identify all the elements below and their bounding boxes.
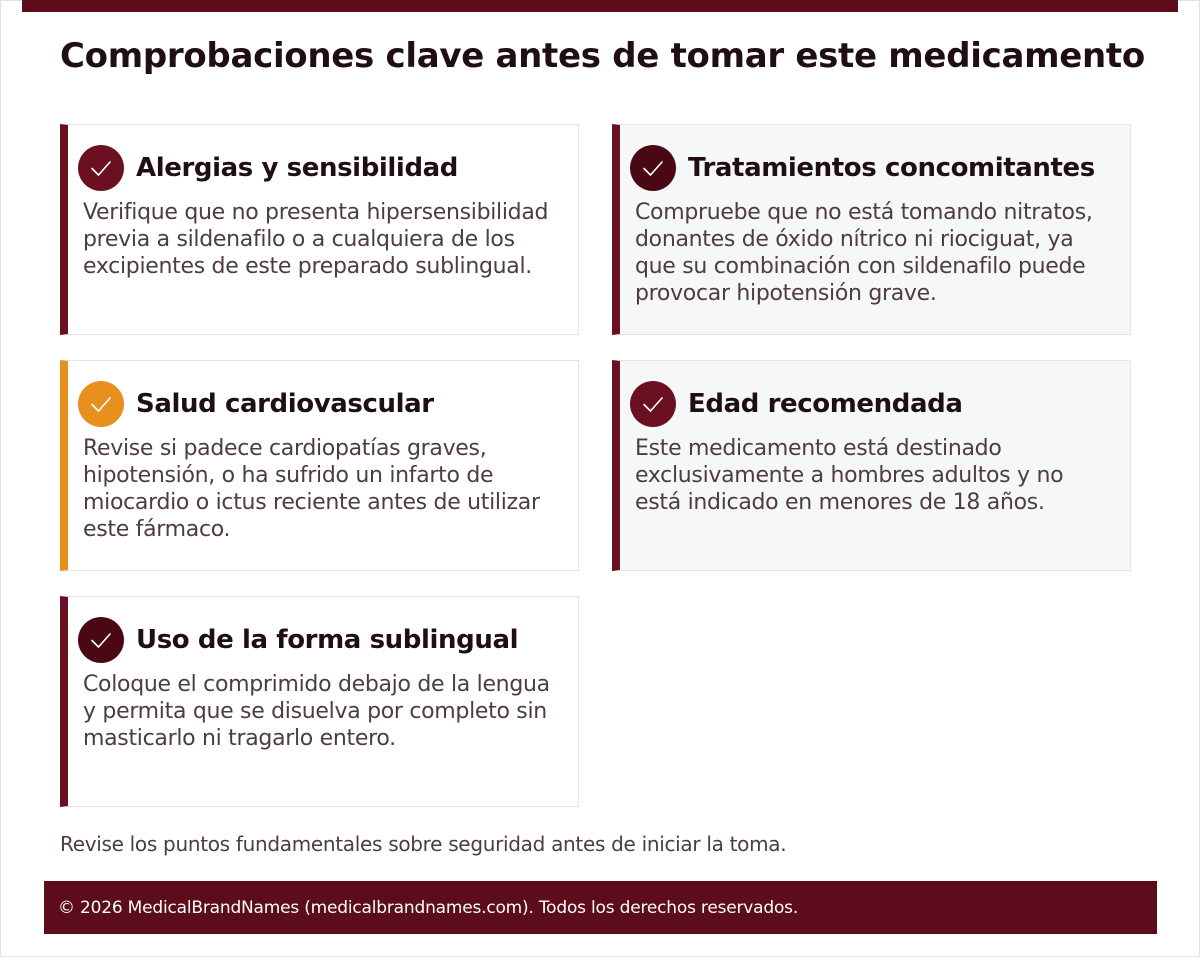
card-title: Tratamientos concomitantes — [688, 153, 1095, 183]
page-title: Comprobaciones clave antes de tomar este medicamento — [60, 36, 1145, 76]
card-header — [78, 617, 518, 663]
card-header — [630, 145, 1095, 191]
check-icon — [78, 145, 124, 191]
card-text: Coloque el comprimido debajo de la lengua y permita que se disuelva por completo sin masticarlo ni tragarlo entero. — [83, 672, 550, 751]
card-text: Verifique que no presenta hipersensibilidad previa a sildenafilo o a cualquiera de los excipientes de este preparado sublingual. — [83, 200, 549, 279]
check-icon — [630, 145, 676, 191]
card-header — [630, 381, 962, 427]
top-accent-bar — [22, 0, 1178, 12]
card-header — [78, 381, 434, 427]
card-recommended-age — [612, 360, 1131, 571]
card-text: Compruebe que no está tomando nitratos, donantes de óxido nítrico ni riociguat, ya que su combinación con sildenafilo puede provocar hipotensión grave. — [635, 200, 1093, 306]
card-title: Uso de la forma sublingual — [136, 625, 519, 655]
check-icon — [78, 617, 124, 663]
card-header — [78, 145, 458, 191]
footer — [44, 881, 1157, 934]
card-allergies — [60, 124, 579, 335]
check-icon — [630, 381, 676, 427]
caption: Revise los puntos fundamentales sobre seguridad antes de iniciar la toma. — [60, 832, 787, 856]
card-title: Salud cardiovascular — [136, 389, 434, 419]
card-cardiovascular-health — [60, 360, 579, 571]
check-icon — [78, 381, 124, 427]
card-text: Revise si padece cardiopatías graves, hipotensión, o ha sufrido un infarto de miocardio o ictus reciente antes de utilizar este fármaco. — [83, 436, 540, 542]
card-text: Este medicamento está destinado exclusivamente a hombres adultos y no está indicado en menores de 18 años. — [635, 436, 1064, 515]
card-title: Alergias y sensibilidad — [136, 153, 459, 183]
card-title: Edad recomendada — [688, 389, 963, 419]
card-sublingual-use — [60, 596, 579, 807]
card-concomitant-treatments — [612, 124, 1131, 335]
footer-copyright: © 2026 MedicalBrandNames (medicalbrandnames.com). Todos los derechos reservados. — [58, 897, 799, 918]
